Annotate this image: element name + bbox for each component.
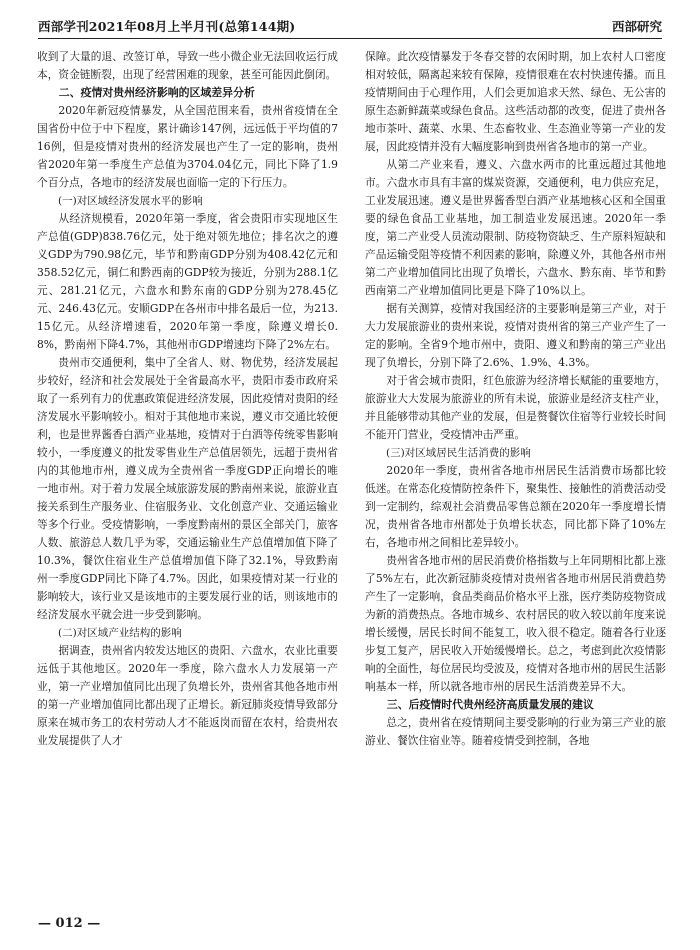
paragraph: 2020年一季度，贵州省各地市州居民生活消费市场都比较低迷。在常态化疫情防控条件下，聚集性、接触性的消费活动受到一定制约，综观社会消费品零售总额在2020年一季度增长情况，贵州省各地市州都处于负增长状态，同比都下降了10%左右，各地市州之间相比差异较小。 <box>365 464 666 549</box>
subsection-heading: (一)对区域经济发展水平的影响 <box>58 195 203 207</box>
paragraph: 贵州市交通便利，集中了全省人、财、物优势，经济发展起步较好，经济和社会发展处于全省最高水平，贵阳市委市政府采取了一系列有力的优惠政策促进经济发展，因此疫情对贵阳的经济发展水平影响较小。相对于其他地市来说，遵义市交通比较便利，也是世界酱香白酒产业基地，疫情对于白酒等传统零售影响较小，一季度遵义的批发零售业生产总值居领先，远超于贵州省内的其他地市州，遵义成为全贵州省一季度GDP正向增长的唯一地市州。对于着力发展全域旅游发展的黔南州来说，旅游业直接关系到生产服务业、住宿服务业、文化创意产业、交通运输业等多个行业。受疫情影响，一季度黔南州的景区全部关门，旅客人数、旅游总人数几乎为零，交通运输业生产总值增加值下降了10.3%，餐饮住宿业生产总值增加值下降了32.1%，导致黔南州一季度GDP同比下降了4.7%。因此，如果疫情对某一行业的影响较大，该行业又是该地市的主要发展行业的话，则该地市的经济发展水平就会进一步受到影响。 <box>37 356 338 621</box>
journal-title: 西部学刊2021年08月上半月刊(总第144期) <box>38 19 296 34</box>
page-number: — 012 — <box>38 916 101 931</box>
paragraph: 保障。此次疫情暴发于冬春交替的农闲时期，加上农村人口密度相对较低，隔离起来较有保障，疫情很难在农村快速传播。而且疫情期间由于心理作用，人们会更加追求天然、绿色、无公害的原生态新鲜蔬菜或绿色食品。这些活动都的改变，促进了贵州各地市茶叶、蔬菜、水果、生态畜牧业、生态渔业等第一产业的发展，因此疫情并没有大幅度影响到贵州省各地市的第一产业。 <box>365 50 666 153</box>
section-title: 西部研究 <box>611 19 662 34</box>
paragraph: 贵州省各地市州的居民消费价格指数与上年同期相比都上涨了5%左右，此次新冠肺炎疫情对贵州省各地市州居民消费趋势产生了一定影响，食品类商品价格水平上涨，医疗类防疫物资成为新的消费热点。各地市城乡、农村居民的收入较以前年度来说增长缓慢，居民长时间不能复工，收入很不稳定。随着各行业逐步复工复产，居民收入开始缓慢增长。总之，考虑到此次疫情影响的全面性，每位居民均受波及，疫情对各地市州的居民生活影响基本一样，所以就各地市州的居民生活消费差异不大。 <box>365 554 666 693</box>
paragraph: 2020年新冠疫情暴发，从全国范围来看，贵州省疫情在全国省份中位于中下程度，累计确诊147例，远远低于平均值的716例，但是疫情对贵州的经济发展也产生了一定的影响，贵州省2020年第一季度生产总值为3704.04亿元，同比下降了1.9个百分点，各地市的经济发展也面临一定的下行压力。 <box>37 104 338 189</box>
subsection-heading: (三)对区域居民生活消费的影响 <box>386 447 531 459</box>
paragraph: 收到了大量的退、改签订单，导致一些小微企业无法回收运行成本，资金链断裂，出现了经营困难的现象，甚至可能因此倒闭。 <box>37 50 338 81</box>
paragraph: 总之，贵州省在疫情期间主要受影响的行业为第三产业的旅游业、餐饮住宿业等。随着疫情受到控制，各地 <box>365 716 666 747</box>
paragraph: 据有关测算，疫情对我国经济的主要影响是第三产业，对于大力发展旅游业的贵州来说，疫情对贵州省的第三产业产生了一定的影响。全省9个地市州中，贵阳、遵义和黔南的第三产业出现了负增长，分别下降了2.6%、1.9%、4.3%。 <box>365 302 666 369</box>
section-heading: 二、疫情对贵州经济影响的区域差异分析 <box>58 86 255 99</box>
paragraph: 从第二产业来看，遵义、六盘水两市的比重远超过其他地市。六盘水市具有丰富的煤炭资源，交通便利，电力供应充足，工业发展迅速。遵义是世界酱香型白酒产业基地核心区和全国重要的绿色食品工业基地，加工制造业发展迅速。2020年一季度，第二产业受人员流动限制、防疫物资缺乏、生产原料短缺和产品运输受阻等疫情不利因素的影响，除遵义外，其他各州市州第二产业增加值同比出现了负增长，六盘水、黔东南、毕节和黔西南第二产业增加值同比更是下降了10%以上。 <box>365 158 666 297</box>
page-header <box>38 14 662 39</box>
section-heading: 三、后疫情时代贵州经济高质量发展的建议 <box>386 698 594 711</box>
paragraph: 从经济规模看，2020年第一季度，省会贵阳市实现地区生产总值(GDP)838.76亿元，处于绝对领先地位；排名次之的遵义GDP为790.98亿元，毕节和黔南GDP分别为408.42亿元和358.52亿元，铜仁和黔西南的GDP较为接近，分别为288.1亿元、281.21亿元，六盘水和黔东南的GDP分别为278.45亿元、246.43亿元。安顺GDP在各州市中排名最后一位，为213.15亿元。从经济增速看，2020年第一季度，除遵义增长0.8%，黔南州下降4.7%，其他州市GDP增速均下降了2%左右。 <box>37 212 338 351</box>
left-column <box>37 48 338 910</box>
paragraph: 据调查，贵州省内较发达地区的贵阳、六盘水，农业比重要远低于其他地区。2020年一季度，除六盘水人力发展第一产业，第一产业增加值同比出现了负增长外，贵州省其他各地市州的第一产业增加值同比都出现了正增长。新冠肺炎疫情导致部分原来在城市务工的农村劳动人才不能返岗而留在农村，给贵州农业发展提供了人才 <box>37 644 338 747</box>
paragraph: 对于省会城市贵阳，红色旅游为经济增长赋能的重要地方，旅游业大大发展为旅游业的所有未说，旅游业是经济支柱产业，并且能够带动其他产业的发展，但是赘餐饮住宿等行业较长时间不能开门营业，受疫情冲击严重。 <box>365 374 666 441</box>
right-column <box>365 48 666 910</box>
subsection-heading: (二)对区域产业结构的影响 <box>58 627 182 639</box>
